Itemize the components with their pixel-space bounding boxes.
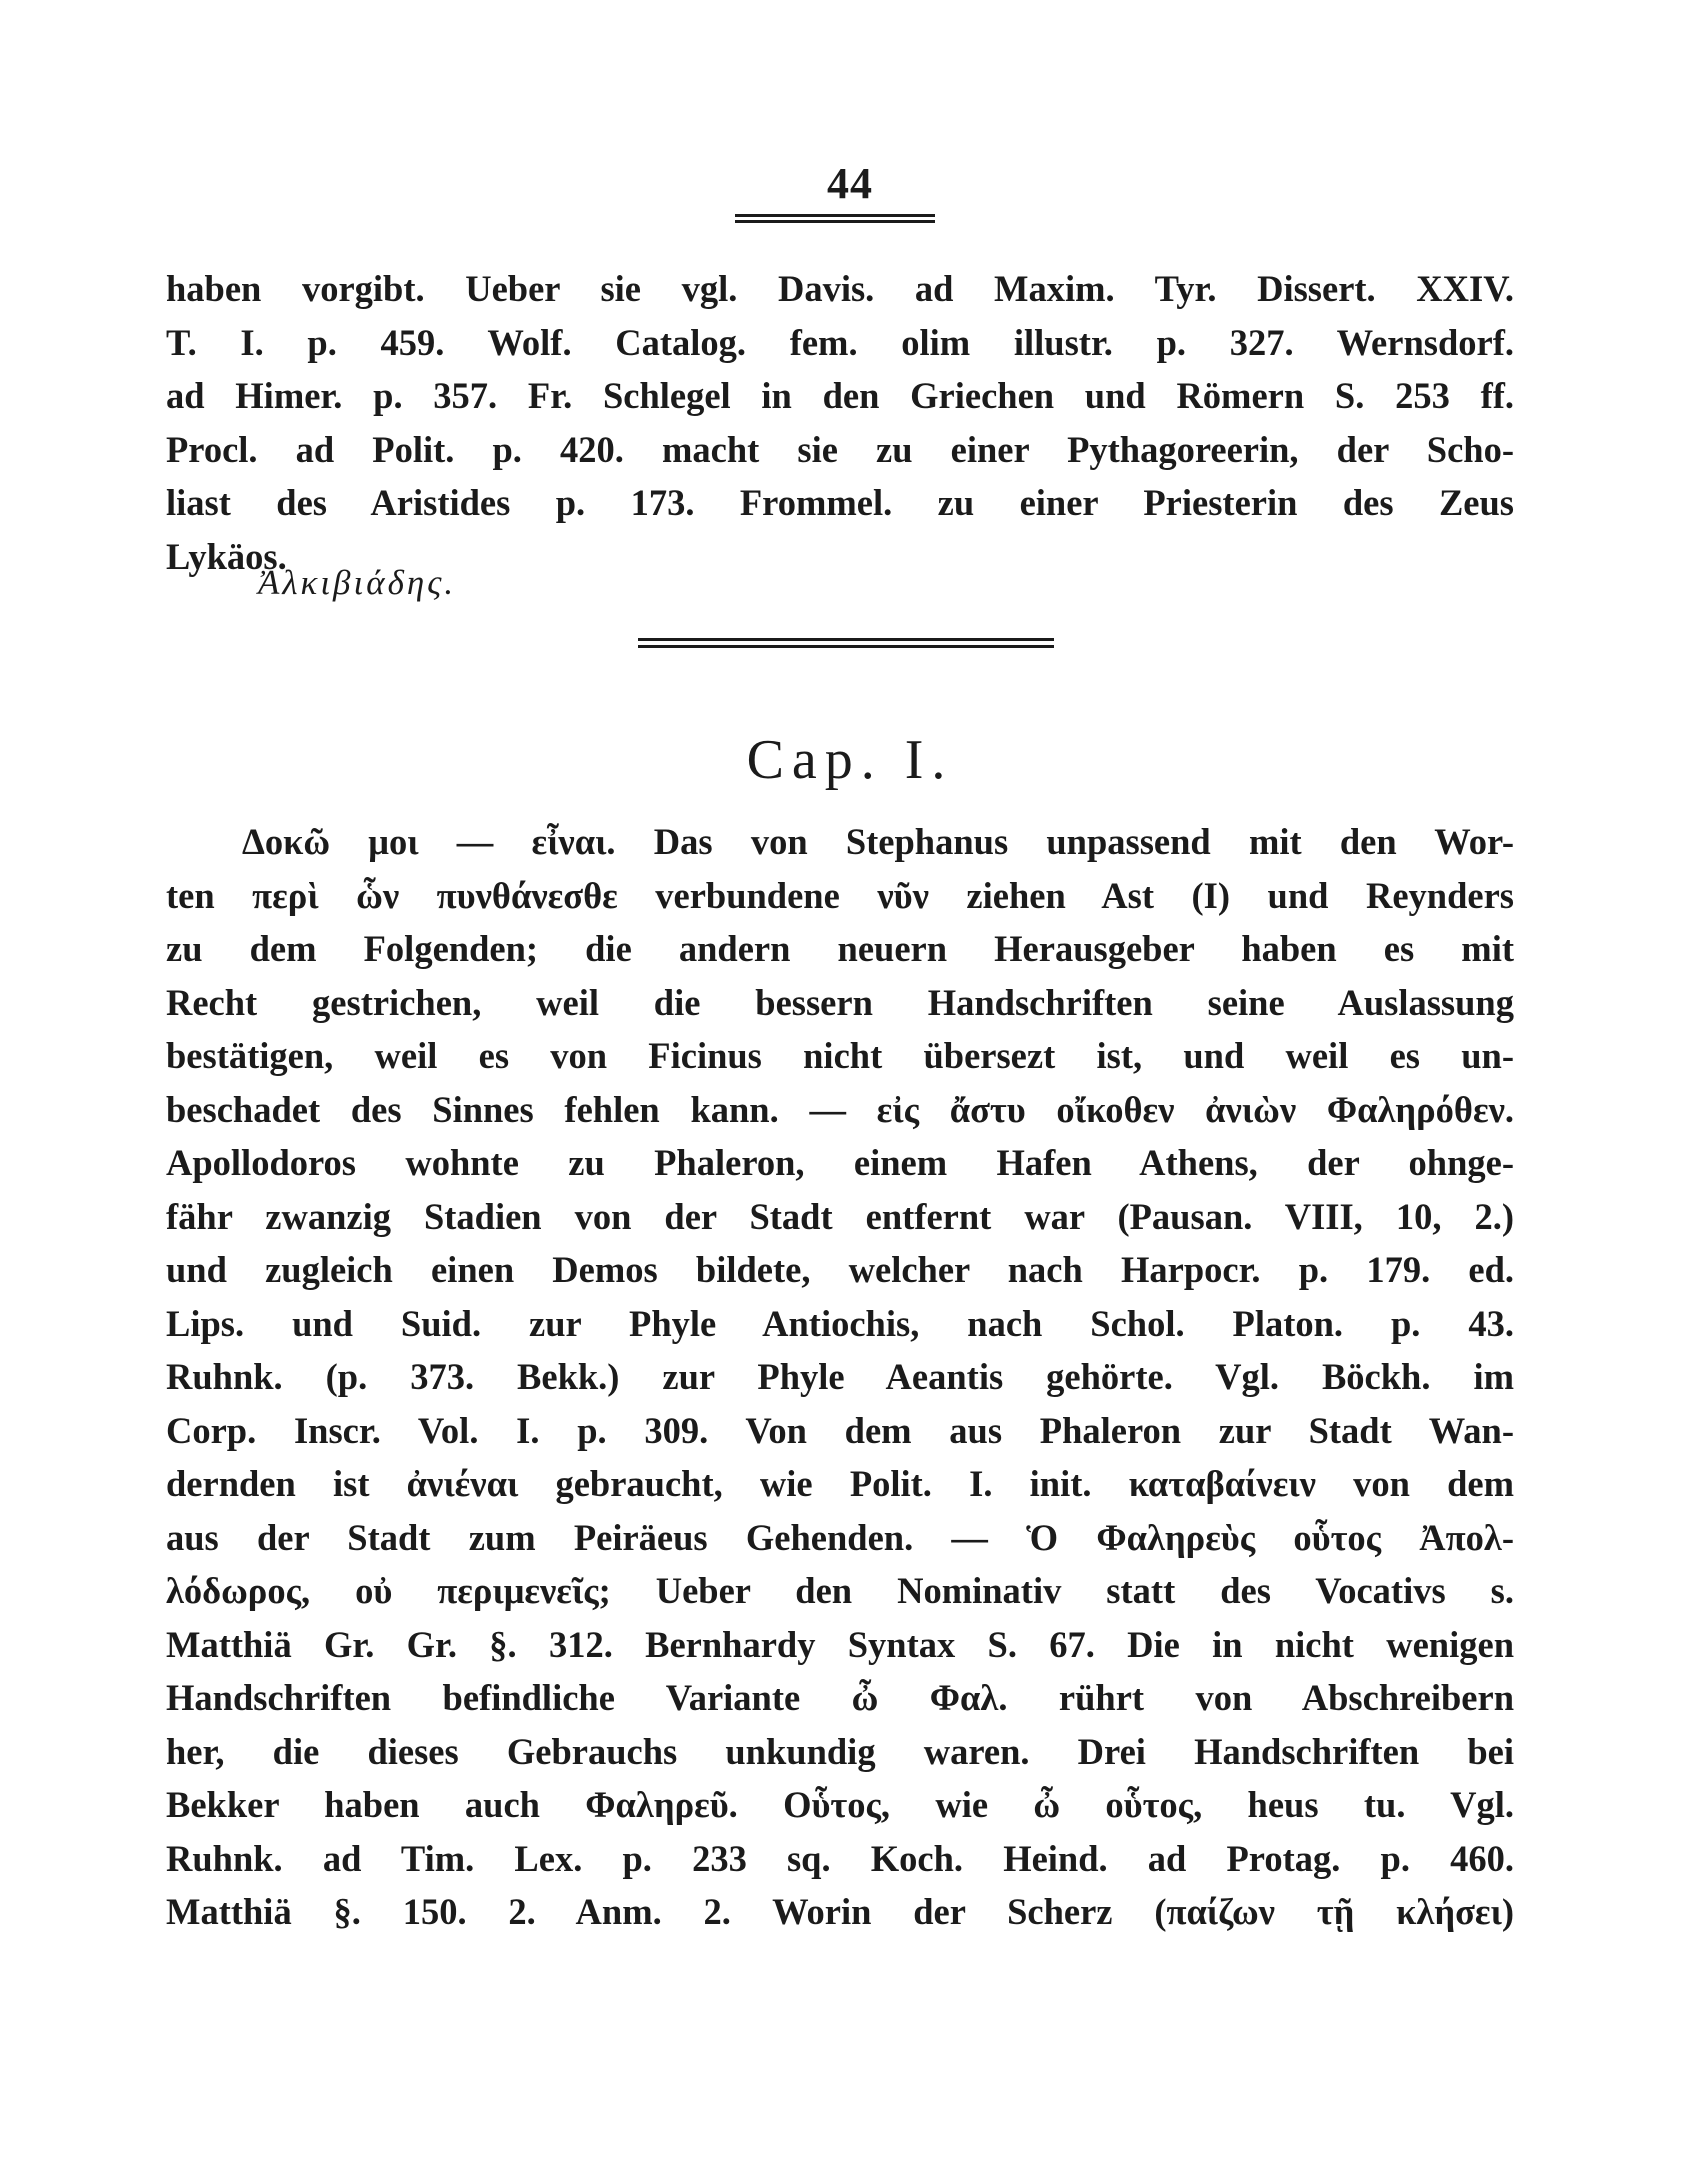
text-line: Lykäos. <box>166 535 287 577</box>
text-line: Matthiä Gr. Gr. §. 312. Bernhardy Syntax S. 67. Die in nicht wenigen <box>166 1623 1514 1665</box>
text-line: liast des Aristides p. 173. Frommel. zu einer Priesterin des Zeus <box>166 482 1514 523</box>
text-line: beschadet des Sinnes fehlen kann. — εἰς ἄστυ οἴκοθεν ἀνιὼν Φαληρόθεν. <box>166 1088 1514 1130</box>
text-line: Recht gestrichen, weil die bessern Handschriften seine Auslassung <box>166 981 1514 1023</box>
text-line: Bekker haben auch Φαληρεῦ. Οὗτος, wie ὦ οὗτος, heus tu. Vgl. <box>166 1784 1514 1825</box>
text-line: haben vorgibt. Ueber sie vgl. Davis. ad Maxim. Tyr. Dissert. XXIV. <box>166 268 1514 309</box>
text-line: fähr zwanzig Stadien von der Stadt entfernt war (Pausan. VIII, 10, 2.) <box>166 1195 1514 1237</box>
text-line: Lips. und Suid. zur Phyle Antiochis, nach Schol. Platon. p. 43. <box>166 1302 1514 1344</box>
text-line: Matthiä §. 150. 2. Anm. 2. Worin der Scherz (παίζων τῇ κλήσει) <box>166 1891 1514 1932</box>
text-line: dernden ist ἀνιέναι gebraucht, wie Polit. I. init. καταβαίνειν von dem <box>166 1463 1514 1504</box>
main-paragraph <box>166 815 1514 1939</box>
text-line: Handschriften befindliche Variante ὦ Φαλ. rührt von Abschreibern <box>166 1677 1514 1718</box>
text-line: und zugleich einen Demos bildete, welcher nach Harpocr. p. 179. ed. <box>166 1249 1514 1290</box>
text-line: Ruhnk. ad Tim. Lex. p. 233 sq. Koch. Heind. ad Protag. p. 460. <box>166 1837 1514 1879</box>
text-line: Ruhnk. (p. 373. Bekk.) zur Phyle Aeantis gehörte. Vgl. Böckh. im <box>166 1356 1514 1397</box>
chapter-title: Cap. I. <box>746 729 954 791</box>
text-line: zu dem Folgenden; die andern neuern Herausgeber haben es mit <box>166 928 1514 969</box>
text-line: Δοκῶ μοι — εἶναι. Das von Stephanus unpassend mit den Wor- <box>242 821 1514 862</box>
text-line: Procl. ad Polit. p. 420. macht sie zu einer Pythagoreerin, der Scho- <box>166 428 1514 470</box>
text-line: ten περὶ ὧν πυνθάνεσθε verbundene νῦν ziehen Ast (I) und Reynders <box>166 874 1514 916</box>
text-line: λόδωρος, οὐ περιμενεῖς; Ueber den Nominativ statt des Vocativs s. <box>166 1570 1514 1611</box>
text-line: her, die dieses Gebrauchs unkundig waren. Drei Handschriften bei <box>166 1730 1514 1772</box>
text-line: T. I. p. 459. Wolf. Catalog. fem. olim illustr. p. 327. Wernsdorf. <box>166 321 1514 363</box>
text-line: aus der Stadt zum Peiräeus Gehenden. — Ὁ Φαληρεὺς οὗτος Ἀπολ- <box>166 1516 1514 1558</box>
greek-section-heading: Ἀλκιβιάδης. <box>258 563 457 602</box>
header-double-rule <box>735 214 935 223</box>
page-number: 44 <box>827 159 873 208</box>
section-double-rule <box>638 638 1054 648</box>
text-line: bestätigen, weil es von Ficinus nicht übersezt ist, und weil es un- <box>166 1035 1514 1076</box>
text-line: Corp. Inscr. Vol. I. p. 309. Von dem aus Phaleron zur Stadt Wan- <box>166 1409 1514 1451</box>
text-line: ad Himer. p. 357. Fr. Schlegel in den Griechen und Römern S. 253 ff. <box>166 375 1514 416</box>
text-line: Apollodoros wohnte zu Phaleron, einem Hafen Athens, der ohnge- <box>166 1142 1514 1183</box>
top-paragraph <box>166 262 1514 583</box>
